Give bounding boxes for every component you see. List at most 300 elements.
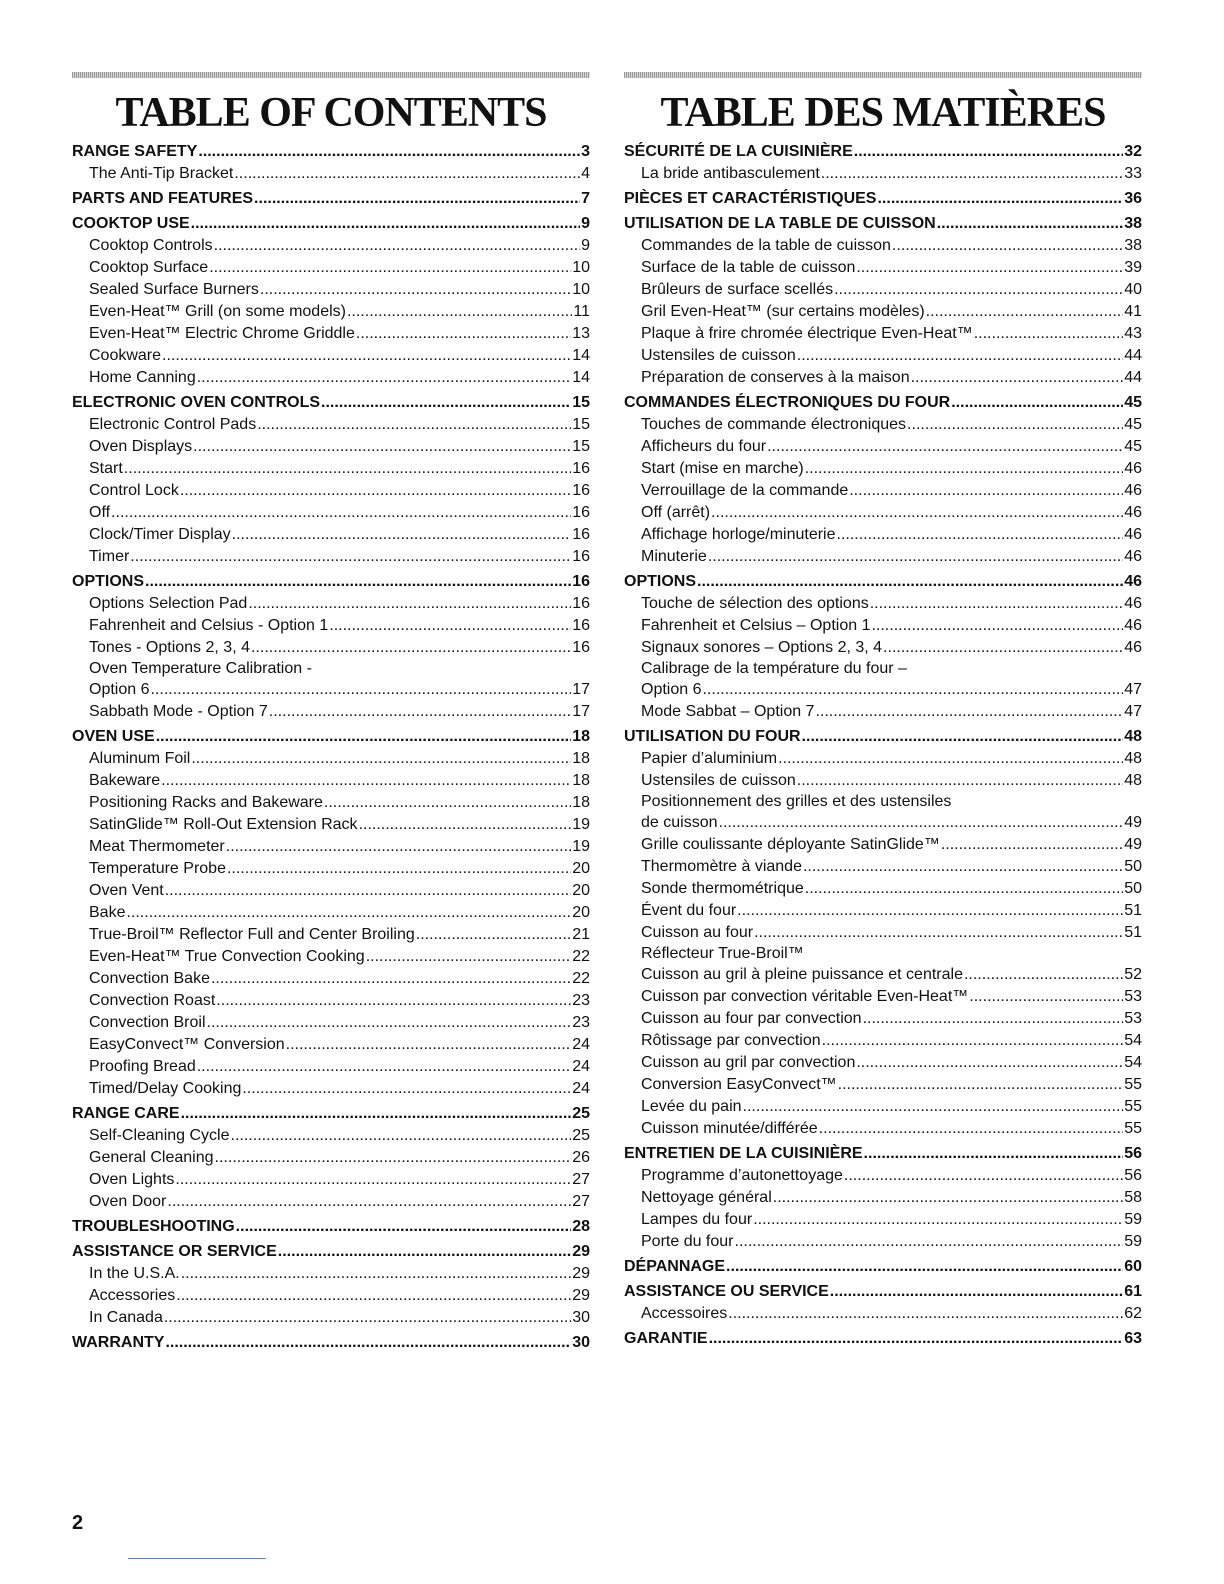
toc-entry-page-number: 41 [1124, 303, 1142, 320]
toc-entries-french [624, 141, 1142, 1350]
dot-leader [822, 1030, 1124, 1052]
toc-subsection-entry[interactable] [624, 856, 1142, 878]
dot-leader [883, 637, 1123, 659]
toc-subsection-entry[interactable] [72, 946, 590, 968]
toc-entries-english [72, 141, 590, 1354]
toc-section-entry[interactable] [624, 141, 1142, 163]
toc-entry-label: Ustensiles de cuisson [641, 772, 796, 789]
toc-entry-page-number: 53 [1124, 1010, 1142, 1027]
toc-subsection-entry[interactable] [624, 1165, 1142, 1187]
toc-entry-page-number: 17 [572, 681, 590, 698]
toc-title-french: TABLE DES MATIÈRES [660, 90, 1106, 136]
french-toc-column [624, 72, 1142, 1350]
toc-subsection-entry[interactable] [72, 814, 590, 836]
toc-subsection-entry[interactable] [624, 834, 1142, 856]
toc-entry-page-number: 25 [572, 1127, 590, 1144]
toc-section-entry[interactable] [624, 392, 1142, 414]
dot-leader [193, 436, 571, 458]
toc-section-entry[interactable] [72, 1103, 590, 1125]
toc-entry-label: Control Lock [89, 482, 179, 499]
toc-subsection-entry[interactable] [624, 748, 1142, 770]
dot-leader [232, 524, 572, 546]
toc-subsection-entry[interactable] [72, 748, 590, 770]
toc-entry-label: Timer [89, 548, 130, 565]
dot-leader [324, 792, 571, 814]
toc-subsection-entry[interactable] [624, 345, 1142, 367]
toc-entry-label: Préparation de conserves à la maison [641, 369, 910, 386]
toc-entry-label: SatinGlide™ Roll-Out Extension Rack [89, 816, 358, 833]
toc-subsection-entry[interactable] [72, 1147, 590, 1169]
toc-entry-page-number: 3 [581, 143, 590, 160]
toc-section-entry[interactable] [624, 1328, 1142, 1350]
dot-leader [251, 637, 571, 659]
toc-subsection-entry[interactable] [72, 235, 590, 257]
toc-entry-label: ASSISTANCE OU SERVICE [624, 1283, 829, 1300]
toc-subsection-entry[interactable] [72, 836, 590, 858]
toc-entry-page-number: 30 [572, 1334, 590, 1351]
toc-entry-label: OPTIONS [624, 573, 697, 590]
toc-entry-page-number: 10 [572, 259, 590, 276]
toc-subsection-entry[interactable] [624, 922, 1142, 944]
toc-entry-label: COMMANDES ÉLECTRONIQUES DU FOUR [624, 394, 951, 411]
toc-entry-page-number: 30 [572, 1309, 590, 1326]
dot-leader [242, 1078, 571, 1100]
toc-entry-page-number: 40 [1124, 281, 1142, 298]
toc-entry-page-number: 27 [572, 1193, 590, 1210]
toc-entry-label: Oven Door [89, 1193, 167, 1210]
toc-subsection-entry[interactable] [624, 615, 1142, 637]
toc-subsection-entry[interactable] [624, 163, 1142, 185]
toc-entry-page-number: 36 [1124, 190, 1142, 207]
toc-entry-page-number: 16 [572, 548, 590, 565]
toc-subsection-entry[interactable] [72, 1056, 590, 1078]
toc-entry-page-number: 61 [1124, 1283, 1142, 1300]
toc-subsection-entry[interactable] [72, 345, 590, 367]
dot-leader [778, 748, 1123, 770]
toc-subsection-entry[interactable] [72, 163, 590, 185]
toc-entry-label: Surface de la table de cuisson [641, 259, 856, 276]
toc-subsection-entry[interactable] [624, 524, 1142, 546]
dot-leader [849, 480, 1123, 502]
toc-subsection-entry[interactable] [624, 1209, 1142, 1231]
toc-entry-page-number: 46 [1124, 548, 1142, 565]
dot-leader [926, 301, 1124, 323]
toc-entry-label: SÉCURITÉ DE LA CUISINIÈRE [624, 143, 853, 160]
toc-entry-page-number: 16 [572, 460, 590, 477]
toc-entry-page-number: 50 [1124, 880, 1142, 897]
dot-leader [737, 900, 1123, 922]
dot-leader [111, 502, 571, 524]
dot-leader [773, 1187, 1123, 1209]
toc-subsection-entry[interactable] [624, 1074, 1142, 1096]
toc-subsection-entry[interactable] [72, 770, 590, 792]
toc-entry-page-number: 33 [1124, 165, 1142, 182]
toc-subsection-entry[interactable] [72, 902, 590, 924]
toc-entry-label: Accessories [89, 1287, 176, 1304]
dot-leader [167, 1191, 571, 1213]
toc-subsection-entry[interactable] [624, 701, 1142, 723]
dot-leader [191, 748, 571, 770]
dot-leader [130, 546, 571, 568]
dot-leader [234, 163, 580, 185]
toc-subsection-entry[interactable] [72, 593, 590, 615]
toc-subsection-entry[interactable] [72, 1078, 590, 1100]
dot-leader [838, 1074, 1124, 1096]
toc-subsection-entry[interactable] [72, 858, 590, 880]
toc-entry-page-number: 55 [1124, 1120, 1142, 1137]
toc-subsection-entry[interactable] [72, 546, 590, 568]
toc-entry-label: Option 6 [89, 681, 150, 698]
toc-entry-page-number: 14 [572, 347, 590, 364]
toc-entry-page-number: 51 [1124, 924, 1142, 941]
toc-subsection-entry[interactable] [624, 480, 1142, 502]
toc-entry-page-number: 15 [572, 394, 590, 411]
toc-entry-page-number: 20 [572, 882, 590, 899]
toc-subsection-entry[interactable] [624, 1303, 1142, 1325]
toc-section-entry[interactable] [624, 1256, 1142, 1278]
toc-subsection-entry[interactable] [72, 524, 590, 546]
toc-section-entry[interactable] [72, 1332, 590, 1354]
toc-section-entry[interactable] [72, 571, 590, 593]
toc-entry-continued-label: Oven Temperature Calibration - [89, 660, 312, 677]
toc-subsection-entry[interactable] [72, 301, 590, 323]
toc-entry-label: Signaux sonores – Options 2, 3, 4 [641, 639, 883, 656]
toc-subsection-entry[interactable] [624, 367, 1142, 389]
toc-subsection-entry[interactable] [72, 679, 590, 701]
toc-entry-page-number: 29 [572, 1287, 590, 1304]
toc-entry-page-number: 23 [572, 1014, 590, 1031]
toc-subsection-entry[interactable] [72, 367, 590, 389]
top-rule [624, 72, 1142, 78]
toc-entry-page-number: 38 [1124, 237, 1142, 254]
toc-subsection-entry[interactable] [72, 1263, 590, 1285]
toc-entry-page-number: 47 [1124, 703, 1142, 720]
toc-subsection-entry[interactable] [624, 986, 1142, 1008]
toc-entry-label: La bride antibasculement [641, 165, 820, 182]
toc-entry-label: Minuterie [641, 548, 707, 565]
toc-entry-label: Mode Sabbat – Option 7 [641, 703, 815, 720]
toc-entry-label: WARRANTY [72, 1334, 165, 1351]
toc-subsection-entry[interactable] [624, 900, 1142, 922]
toc-subsection-entry[interactable] [72, 257, 590, 279]
toc-entry-page-number: 56 [1124, 1145, 1142, 1162]
dot-leader [856, 1052, 1123, 1074]
toc-entry-label: Self-Cleaning Cycle [89, 1127, 230, 1144]
dot-leader [329, 615, 571, 637]
toc-entry-label: Gril Even-Heat™ (sur certains modèles) [641, 303, 925, 320]
dot-leader [969, 986, 1123, 1008]
dot-leader [854, 141, 1123, 163]
toc-entry-page-number: 63 [1124, 1330, 1142, 1347]
toc-subsection-entry[interactable] [624, 679, 1142, 701]
toc-entry-page-number: 20 [572, 860, 590, 877]
toc-entry-label: Off [89, 504, 111, 521]
toc-subsection-entry[interactable] [624, 323, 1142, 345]
dot-leader [181, 1103, 572, 1125]
toc-entry-label: Aluminum Foil [89, 750, 191, 767]
dot-leader [260, 279, 571, 301]
toc-subsection-entry[interactable] [72, 968, 590, 990]
toc-entry-label: Even-Heat™ Grill (on some models) [89, 303, 346, 320]
toc-entry-label: PIÈCES ET CARACTÉRISTIQUES [624, 190, 877, 207]
toc-subsection-entry[interactable] [624, 1231, 1142, 1253]
toc-subsection-entry[interactable] [72, 323, 590, 345]
toc-subsection-entry[interactable] [624, 1118, 1142, 1140]
toc-entry-label: PARTS AND FEATURES [72, 190, 254, 207]
toc-subsection-entry[interactable] [72, 1012, 590, 1034]
toc-subsection-entry[interactable] [624, 1030, 1142, 1052]
dot-leader [892, 235, 1123, 257]
toc-subsection-entry[interactable] [624, 878, 1142, 900]
toc-entry-label: RANGE CARE [72, 1105, 180, 1122]
toc-entry-page-number: 11 [573, 303, 590, 320]
toc-entry-label: Commandes de la table de cuisson [641, 237, 891, 254]
toc-entry-label: Clock/Timer Display [89, 526, 231, 543]
toc-entry-label: Oven Vent [89, 882, 164, 899]
toc-entry-page-number: 46 [1124, 573, 1142, 590]
dot-leader [156, 726, 572, 748]
toc-entry-page-number: 45 [1124, 438, 1142, 455]
toc-subsection-entry[interactable] [72, 880, 590, 902]
toc-section-entry[interactable] [624, 213, 1142, 235]
toc-subsection-entry[interactable] [624, 436, 1142, 458]
dot-leader [165, 880, 571, 902]
toc-subsection-entry[interactable] [624, 235, 1142, 257]
dot-leader [697, 571, 1123, 593]
toc-subsection-entry[interactable] [72, 1034, 590, 1056]
dot-leader [941, 834, 1123, 856]
page-number: 2 [72, 1512, 84, 1534]
dot-leader [951, 392, 1123, 414]
toc-subsection-entry[interactable] [72, 924, 590, 946]
toc-subsection-entry[interactable] [72, 414, 590, 436]
toc-entry-page-number: 16 [572, 504, 590, 521]
toc-section-entry[interactable] [624, 571, 1142, 593]
top-rule [72, 72, 590, 78]
toc-entry-page-number: 10 [572, 281, 590, 298]
dot-leader [209, 257, 571, 279]
toc-entry-label: Off (arrêt) [641, 504, 711, 521]
toc-entry-page-number: 58 [1124, 1189, 1142, 1206]
toc-subsection-entry[interactable] [72, 279, 590, 301]
toc-entry-label: Bakeware [89, 772, 161, 789]
toc-entry-page-number: 29 [572, 1243, 590, 1260]
toc-subsection-entry[interactable] [72, 701, 590, 723]
english-toc-column [72, 72, 590, 1354]
dot-leader [856, 257, 1123, 279]
toc-subsection-entry[interactable] [72, 990, 590, 1012]
toc-subsection-entry[interactable] [72, 1307, 590, 1329]
dot-leader [743, 1096, 1124, 1118]
toc-subsection-entry[interactable] [624, 593, 1142, 615]
toc-entry-page-number: 50 [1124, 858, 1142, 875]
toc-entry-label: General Cleaning [89, 1149, 214, 1166]
dot-leader [821, 163, 1123, 185]
dot-leader [735, 1231, 1124, 1253]
toc-section-entry[interactable] [72, 188, 590, 210]
toc-section-entry[interactable] [624, 1281, 1142, 1303]
toc-entry-label: Afficheurs du four [641, 438, 767, 455]
toc-subsection-entry[interactable] [624, 1052, 1142, 1074]
dot-leader [815, 701, 1123, 723]
toc-entry-page-number: 60 [1124, 1258, 1142, 1275]
dot-leader [366, 946, 572, 968]
toc-entry-label: Conversion EasyConvect™ [641, 1076, 837, 1093]
toc-section-entry[interactable] [72, 213, 590, 235]
toc-section-entry[interactable] [624, 188, 1142, 210]
toc-entry-label: Start [89, 460, 123, 477]
dot-leader [197, 1056, 571, 1078]
toc-entry-label: In Canada [89, 1309, 163, 1326]
toc-section-entry[interactable] [624, 1143, 1142, 1165]
toc-section-entry[interactable] [624, 726, 1142, 748]
dot-leader [150, 679, 571, 701]
toc-entry-page-number: 44 [1124, 347, 1142, 364]
toc-entry-label: GARANTIE [624, 1330, 708, 1347]
dot-leader [728, 1303, 1123, 1325]
dot-leader [164, 1307, 571, 1329]
toc-entry-page-number: 22 [572, 970, 590, 987]
toc-entry-label: Meat Thermometer [89, 838, 225, 855]
dot-leader [257, 414, 571, 436]
toc-subsection-entry[interactable] [72, 458, 590, 480]
toc-section-entry[interactable] [72, 141, 590, 163]
toc-entry-label: Convection Broil [89, 1014, 206, 1031]
toc-entry-page-number: 46 [1124, 595, 1142, 612]
toc-entry-page-number: 29 [572, 1265, 590, 1282]
toc-subsection-entry[interactable] [624, 1096, 1142, 1118]
toc-subsection-entry[interactable] [624, 546, 1142, 568]
toc-entry-label: Papier d’aluminium [641, 750, 778, 767]
toc-section-entry[interactable] [72, 1241, 590, 1263]
toc-entry-label: Lampes du four [641, 1211, 753, 1228]
toc-subsection-entry[interactable] [624, 812, 1142, 834]
dot-leader [278, 1241, 571, 1263]
toc-subsection-entry[interactable] [624, 637, 1142, 659]
toc-entry-page-number: 59 [1124, 1233, 1142, 1250]
toc-subsection-entry[interactable] [72, 1285, 590, 1307]
toc-subsection-entry[interactable] [72, 480, 590, 502]
toc-entry-page-number: 38 [1124, 215, 1142, 232]
toc-subsection-entry[interactable] [72, 436, 590, 458]
toc-entry-label: ASSISTANCE OR SERVICE [72, 1243, 277, 1260]
dot-leader [864, 1143, 1124, 1165]
toc-entry-page-number: 4 [581, 165, 590, 182]
toc-entry-page-number: 19 [572, 838, 590, 855]
dot-leader [198, 141, 580, 163]
dot-leader [356, 323, 571, 345]
dot-leader [231, 1125, 572, 1147]
toc-entry-label: Options Selection Pad [89, 595, 248, 612]
toc-entry-page-number: 25 [572, 1105, 590, 1122]
toc-subsection-entry[interactable] [624, 301, 1142, 323]
toc-entry-label: Fahrenheit and Celsius - Option 1 [89, 617, 329, 634]
toc-entry-label: ENTRETIEN DE LA CUISINIÈRE [624, 1145, 863, 1162]
toc-entry-page-number: 32 [1124, 143, 1142, 160]
toc-entry-label: Sabbath Mode - Option 7 [89, 703, 268, 720]
toc-subsection-entry[interactable] [624, 458, 1142, 480]
toc-section-entry[interactable] [72, 726, 590, 748]
toc-entry-label: Positioning Racks and Bakeware [89, 794, 323, 811]
dot-leader [321, 392, 571, 414]
toc-entry-label: Nettoyage général [641, 1189, 772, 1206]
toc-entry-page-number: 53 [1124, 988, 1142, 1005]
toc-subsection-entry[interactable] [624, 279, 1142, 301]
toc-subsection-entry[interactable] [72, 637, 590, 659]
toc-entry-label: Évent du four [641, 902, 737, 919]
dot-leader [286, 1034, 572, 1056]
toc-entry-page-number: 45 [1124, 394, 1142, 411]
dot-leader [797, 345, 1123, 367]
toc-subsection-entry[interactable] [72, 1191, 590, 1213]
toc-entry-label: Temperature Probe [89, 860, 226, 877]
dot-leader [767, 436, 1123, 458]
dot-leader [819, 1118, 1124, 1140]
toc-entry-label: Porte du four [641, 1233, 734, 1250]
dot-leader [805, 878, 1123, 900]
toc-subsection-entry[interactable] [624, 1187, 1142, 1209]
toc-subsection-entry[interactable] [72, 792, 590, 814]
dot-leader [877, 188, 1123, 210]
toc-subsection-entry[interactable] [72, 1169, 590, 1191]
toc-entry-page-number: 48 [1124, 750, 1142, 767]
toc-entry-label: Bake [89, 904, 126, 921]
toc-subsection-entry[interactable] [624, 257, 1142, 279]
toc-entry-label: Grille coulissante déployante SatinGlide™ [641, 836, 940, 853]
toc-entry-page-number: 43 [1124, 325, 1142, 342]
toc-entry-page-number: 15 [572, 416, 590, 433]
toc-entry-label: True-Broil™ Reflector Full and Center Broiling [89, 926, 415, 943]
dot-leader [844, 1165, 1123, 1187]
dot-leader [227, 858, 571, 880]
toc-entry-label: The Anti-Tip Bracket [89, 165, 234, 182]
toc-subsection-entry[interactable] [72, 502, 590, 524]
dot-leader [236, 1216, 572, 1238]
toc-entry-page-number: 16 [572, 526, 590, 543]
toc-subsection-entry[interactable] [624, 770, 1142, 792]
toc-entry-label: Cuisson minutée/différée [641, 1120, 818, 1137]
toc-section-entry[interactable] [72, 1216, 590, 1238]
toc-entry-page-number: 19 [572, 816, 590, 833]
toc-entry-page-number: 56 [1124, 1167, 1142, 1184]
toc-subsection-entry[interactable] [72, 615, 590, 637]
dot-leader [269, 701, 571, 723]
dot-leader [797, 770, 1123, 792]
toc-subsection-entry[interactable] [72, 1125, 590, 1147]
toc-entry-label: Ustensiles de cuisson [641, 347, 796, 364]
toc-entry-label: Programme d’autonettoyage [641, 1167, 843, 1184]
toc-entry-page-number: 46 [1124, 482, 1142, 499]
toc-subsection-entry[interactable] [624, 502, 1142, 524]
toc-entry-label: OPTIONS [72, 573, 145, 590]
toc-subsection-entry[interactable] [624, 1008, 1142, 1030]
toc-entry-label: Oven Lights [89, 1171, 175, 1188]
toc-entry-page-number: 16 [572, 639, 590, 656]
toc-subsection-entry[interactable] [624, 964, 1142, 986]
toc-entry-label: Proofing Bread [89, 1058, 196, 1075]
dot-leader [974, 323, 1123, 345]
toc-section-entry[interactable] [72, 392, 590, 414]
dot-leader [830, 1281, 1123, 1303]
dot-leader [126, 902, 571, 924]
toc-entry-label: Convection Roast [89, 992, 216, 1009]
dot-leader [805, 458, 1123, 480]
toc-entry-page-number: 23 [572, 992, 590, 1009]
dot-leader [837, 524, 1124, 546]
toc-subsection-entry[interactable] [624, 414, 1142, 436]
toc-entry-page-number: 22 [572, 948, 590, 965]
dot-leader [753, 1209, 1123, 1231]
